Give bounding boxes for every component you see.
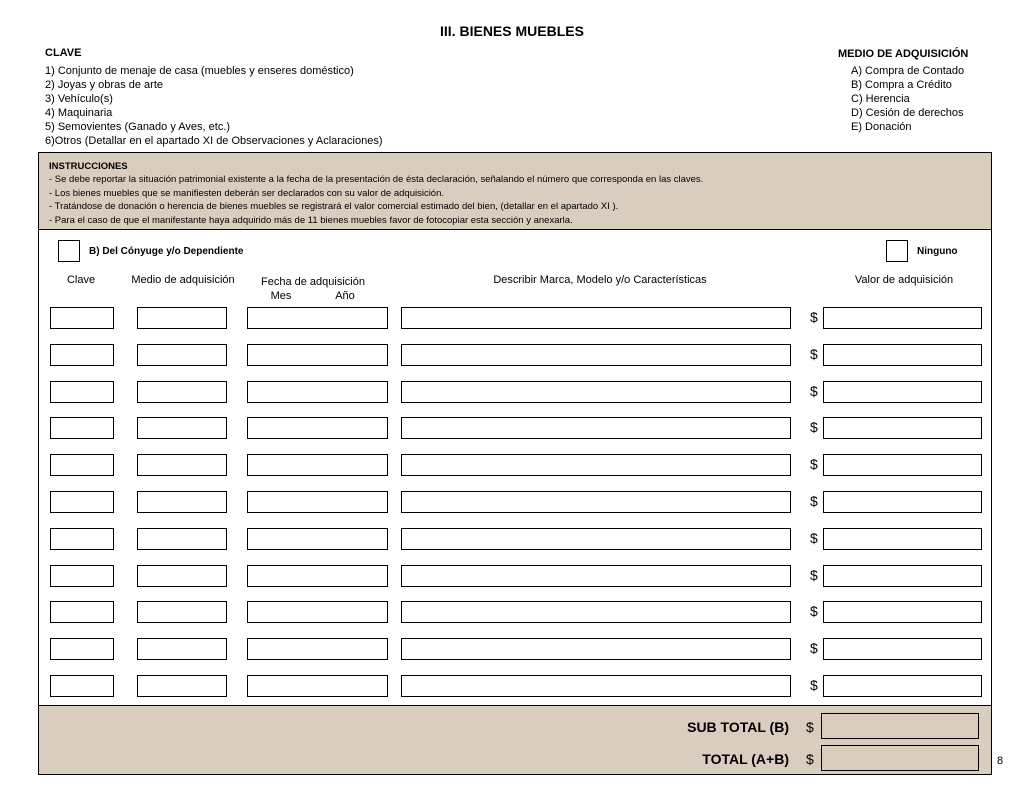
describir-field[interactable] [401,344,791,366]
medio-field[interactable] [137,344,227,366]
medio-item: E) Donación [851,121,912,133]
instruction-line: - Para el caso de que el manifestante haya adquirido más de 11 bienes muebles favor de fotocopiar esta sección y anexarla. [49,214,573,226]
clave-field[interactable] [50,307,114,329]
fecha-field[interactable] [247,417,388,439]
describir-field[interactable] [401,454,791,476]
describir-field[interactable] [401,491,791,513]
medio-item: B) Compra a Crédito [851,79,952,91]
fecha-field[interactable] [247,454,388,476]
medio-field[interactable] [137,417,227,439]
currency-symbol: $ [810,530,818,546]
currency-symbol: $ [810,603,818,619]
valor-field[interactable] [823,417,982,439]
currency-symbol: $ [810,456,818,472]
col-medio-header: Medio de adquisición [131,274,235,286]
medio-field[interactable] [137,638,227,660]
valor-field[interactable] [823,491,982,513]
fecha-field[interactable] [247,344,388,366]
valor-field[interactable] [823,638,982,660]
col-anio-header: Año [335,290,355,302]
fecha-field[interactable] [247,528,388,550]
medio-field[interactable] [137,565,227,587]
fecha-field[interactable] [247,675,388,697]
valor-field[interactable] [823,454,982,476]
clave-item: 1) Conjunto de menaje de casa (muebles y enseres doméstico) [45,65,354,77]
describir-field[interactable] [401,307,791,329]
instructions-panel [39,153,991,230]
currency-symbol: $ [810,309,818,325]
fecha-field[interactable] [247,307,388,329]
medio-field[interactable] [137,454,227,476]
describir-field[interactable] [401,675,791,697]
clave-field[interactable] [50,601,114,623]
subtotal-label: SUB TOTAL (B) [687,719,789,735]
subtotal-field[interactable] [821,713,979,739]
currency-symbol: $ [810,567,818,583]
medio-item: A) Compra de Contado [851,65,965,77]
clave-item: 4) Maquinaria [45,107,113,119]
describir-field[interactable] [401,601,791,623]
clave-field[interactable] [50,638,114,660]
clave-field[interactable] [50,565,114,587]
describir-field[interactable] [401,381,791,403]
currency-symbol: $ [810,677,818,693]
total-label: TOTAL (A+B) [702,751,789,767]
clave-field[interactable] [50,454,114,476]
valor-field[interactable] [823,344,982,366]
valor-field[interactable] [823,565,982,587]
medio-field[interactable] [137,307,227,329]
valor-field[interactable] [823,307,982,329]
medio-field[interactable] [137,528,227,550]
medio-item: D) Cesión de derechos [851,107,964,119]
page-number: 8 [997,755,1004,767]
clave-field[interactable] [50,528,114,550]
clave-header: CLAVE [45,47,82,59]
describir-field[interactable] [401,638,791,660]
medio-field[interactable] [137,491,227,513]
medio-list [851,64,964,134]
instruction-line: - Los bienes muebles que se manifiesten deberán ser declarados con su valor de adquisición. [49,187,445,199]
currency-symbol: $ [810,493,818,509]
medio-field[interactable] [137,675,227,697]
total-currency: $ [806,751,814,767]
dependent-checkbox[interactable] [58,240,80,262]
col-mes-header: Mes [270,290,292,302]
describir-field[interactable] [401,565,791,587]
clave-field[interactable] [50,675,114,697]
currency-symbol: $ [810,419,818,435]
col-fecha-header: Fecha de adquisición [261,276,365,288]
clave-field[interactable] [50,491,114,513]
medio-item: C) Herencia [851,93,910,105]
valor-field[interactable] [823,528,982,550]
clave-item: 6)Otros (Detallar en el apartado XI de Observaciones y Aclaraciones) [45,135,383,147]
describir-field[interactable] [401,528,791,550]
col-valor-header: Valor de adquisición [854,274,954,286]
clave-field[interactable] [50,417,114,439]
subtotal-currency: $ [806,719,814,735]
total-field[interactable] [821,745,979,771]
medio-field[interactable] [137,381,227,403]
col-clave-header: Clave [66,274,96,286]
col-describir-header: Describir Marca, Modelo y/o Características [493,274,707,286]
fecha-field[interactable] [247,601,388,623]
instruction-line: - Tratándose de donación o herencia de bienes muebles se registrará el valor comercial estimado del bien, (detallar en el apartado XI ). [49,201,619,213]
fecha-field[interactable] [247,565,388,587]
dependent-label: B) Del Cónyuge y/o Dependiente [89,246,244,257]
valor-field[interactable] [823,381,982,403]
clave-item: 3) Vehículo(s) [45,93,113,105]
clave-list [45,64,383,148]
instruction-line: - Se debe reportar la situación patrimonial existente a la fecha de la presentación de ésta declaración, señalando el número que corresponda en las claves. [49,174,704,186]
currency-symbol: $ [810,346,818,362]
fecha-field[interactable] [247,491,388,513]
fecha-field[interactable] [247,638,388,660]
none-label: Ninguno [917,246,958,257]
none-checkbox[interactable] [886,240,908,262]
describir-field[interactable] [401,417,791,439]
valor-field[interactable] [823,601,982,623]
medio-header: MEDIO DE ADQUISICIÓN [838,48,969,60]
clave-field[interactable] [50,381,114,403]
currency-symbol: $ [810,383,818,399]
fecha-field[interactable] [247,381,388,403]
currency-symbol: $ [810,640,818,656]
clave-item: 5) Semovientes (Ganado y Aves, etc.) [45,121,231,133]
section-title: III. BIENES MUEBLES [440,23,584,39]
clave-field[interactable] [50,344,114,366]
clave-item: 2) Joyas y obras de arte [45,79,164,91]
valor-field[interactable] [823,675,982,697]
instructions-title: INSTRUCCIONES [49,161,128,172]
medio-field[interactable] [137,601,227,623]
